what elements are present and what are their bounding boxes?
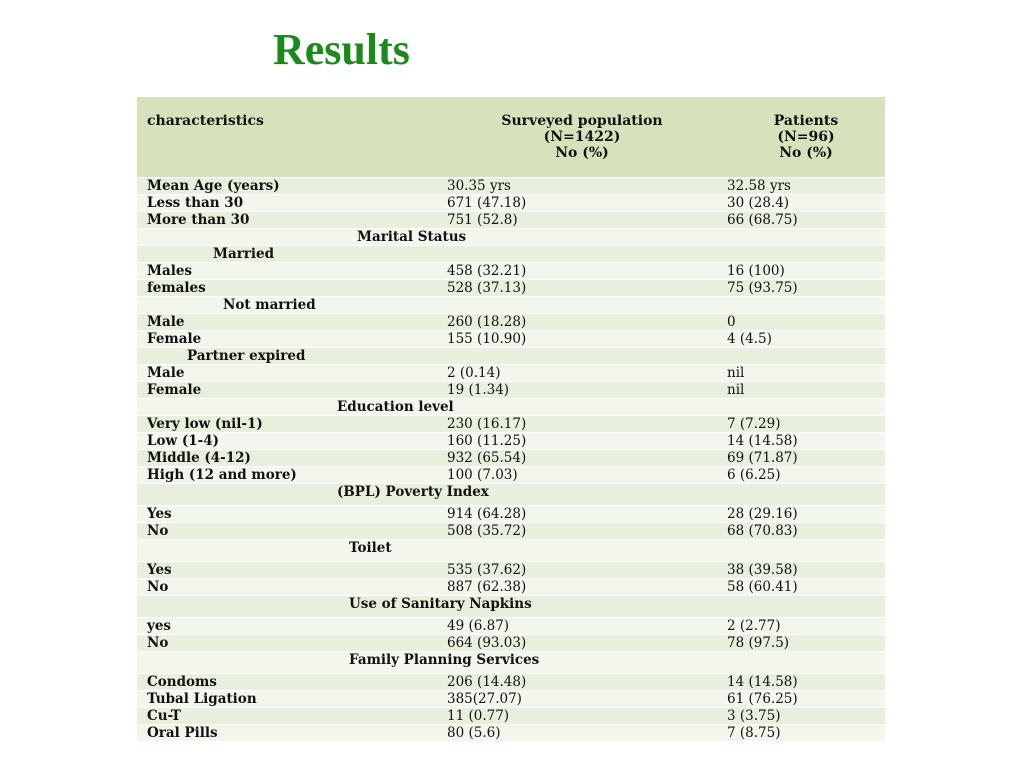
row-label: High (12 and more): [137, 467, 437, 484]
surveyed-value: 914 (64.28): [437, 506, 717, 523]
table-row: [137, 691, 885, 708]
row-label: Male: [137, 365, 437, 382]
section-label: Use of Sanitary Napkins: [137, 596, 885, 618]
surveyed-value: 155 (10.90): [437, 331, 717, 348]
table-header-row: [137, 97, 885, 178]
table-row: [137, 708, 885, 725]
patients-value: 14 (14.58): [717, 433, 885, 450]
patients-value: 32.58 yrs: [717, 178, 885, 195]
row-label: Cu-T: [137, 708, 437, 725]
row-label: Female: [137, 331, 437, 348]
section-row: [137, 297, 885, 314]
row-label: yes: [137, 618, 437, 635]
surveyed-value: 671 (47.18): [437, 195, 717, 212]
row-label: Yes: [137, 506, 437, 523]
table-row: [137, 314, 885, 331]
section-label: Family Planning Services: [137, 652, 885, 674]
patients-value: 68 (70.83): [717, 523, 885, 540]
column-header-patients: Patients (N=96) No (%): [717, 97, 885, 178]
table-row: [137, 365, 885, 382]
row-label: Less than 30: [137, 195, 437, 212]
patients-value: 14 (14.58): [717, 674, 885, 691]
surveyed-value: 80 (5.6): [437, 725, 717, 742]
row-label: No: [137, 523, 437, 540]
row-label: More than 30: [137, 212, 437, 229]
row-label: Mean Age (years): [137, 178, 437, 195]
section-row: [137, 246, 885, 263]
patients-value: nil: [717, 382, 885, 399]
table-row: [137, 635, 885, 652]
surveyed-value: 160 (11.25): [437, 433, 717, 450]
table-row: [137, 450, 885, 467]
table-row: [137, 178, 885, 195]
section-label: Education level: [137, 399, 885, 416]
table-row: [137, 618, 885, 635]
table-row: [137, 280, 885, 297]
table-row: [137, 674, 885, 691]
row-label: No: [137, 635, 437, 652]
table-row: [137, 725, 885, 742]
table-row: [137, 433, 885, 450]
surveyed-value: 30.35 yrs: [437, 178, 717, 195]
row-label: Oral Pills: [137, 725, 437, 742]
patients-value: 16 (100): [717, 263, 885, 280]
section-row: [137, 229, 885, 246]
table-row: [137, 579, 885, 596]
surveyed-value: 664 (93.03): [437, 635, 717, 652]
surveyed-value: 206 (14.48): [437, 674, 717, 691]
table-row: [137, 523, 885, 540]
row-label: Males: [137, 263, 437, 280]
surveyed-value: 385(27.07): [437, 691, 717, 708]
surveyed-value: 2 (0.14): [437, 365, 717, 382]
table-row: [137, 195, 885, 212]
section-label: Marital Status: [137, 229, 885, 246]
patients-value: 61 (76.25): [717, 691, 885, 708]
column-header-surveyed-population: Surveyed population (N=1422) No (%): [437, 97, 717, 178]
section-label: Toilet: [137, 540, 885, 562]
section-label: (BPL) Poverty Index: [137, 484, 885, 506]
surveyed-value: 458 (32.21): [437, 263, 717, 280]
patients-value: 6 (6.25): [717, 467, 885, 484]
table-row: [137, 212, 885, 229]
patients-value: 66 (68.75): [717, 212, 885, 229]
section-row: [137, 540, 885, 562]
row-label: Tubal Ligation: [137, 691, 437, 708]
surveyed-value: 230 (16.17): [437, 416, 717, 433]
table-row: [137, 506, 885, 523]
row-label: Very low (nil-1): [137, 416, 437, 433]
row-label: females: [137, 280, 437, 297]
surveyed-value: 49 (6.87): [437, 618, 717, 635]
section-row: [137, 348, 885, 365]
patients-value: 30 (28.4): [717, 195, 885, 212]
row-label: Low (1-4): [137, 433, 437, 450]
table-row: [137, 382, 885, 399]
patients-value: 0: [717, 314, 885, 331]
patients-value: 28 (29.16): [717, 506, 885, 523]
section-row: [137, 596, 885, 618]
section-row: [137, 652, 885, 674]
patients-value: 2 (2.77): [717, 618, 885, 635]
surveyed-value: 100 (7.03): [437, 467, 717, 484]
slide-title: Results: [273, 25, 410, 74]
surveyed-value: 260 (18.28): [437, 314, 717, 331]
results-table: [137, 97, 885, 741]
patients-value: 7 (7.29): [717, 416, 885, 433]
patients-value: 78 (97.5): [717, 635, 885, 652]
patients-value: 58 (60.41): [717, 579, 885, 596]
section-label: Partner expired: [137, 348, 885, 365]
section-row: [137, 399, 885, 416]
surveyed-value: 11 (0.77): [437, 708, 717, 725]
surveyed-value: 932 (65.54): [437, 450, 717, 467]
patients-value: 69 (71.87): [717, 450, 885, 467]
patients-value: 7 (8.75): [717, 725, 885, 742]
surveyed-value: 19 (1.34): [437, 382, 717, 399]
table-row: [137, 331, 885, 348]
column-header-characteristics: characteristics: [137, 97, 437, 178]
row-label: Male: [137, 314, 437, 331]
section-label: Not married: [137, 297, 885, 314]
table-row: [137, 562, 885, 579]
surveyed-value: 508 (35.72): [437, 523, 717, 540]
patients-value: 4 (4.5): [717, 331, 885, 348]
section-row: [137, 484, 885, 506]
patients-value: nil: [717, 365, 885, 382]
row-label: No: [137, 579, 437, 596]
row-label: Yes: [137, 562, 437, 579]
surveyed-value: 528 (37.13): [437, 280, 717, 297]
patients-value: 38 (39.58): [717, 562, 885, 579]
row-label: Female: [137, 382, 437, 399]
row-label: Middle (4-12): [137, 450, 437, 467]
table-row: [137, 467, 885, 484]
table-row: [137, 416, 885, 433]
patients-value: 75 (93.75): [717, 280, 885, 297]
row-label: Condoms: [137, 674, 437, 691]
table-row: [137, 263, 885, 280]
surveyed-value: 751 (52.8): [437, 212, 717, 229]
surveyed-value: 887 (62.38): [437, 579, 717, 596]
section-label: Married: [137, 246, 885, 263]
surveyed-value: 535 (37.62): [437, 562, 717, 579]
patients-value: 3 (3.75): [717, 708, 885, 725]
